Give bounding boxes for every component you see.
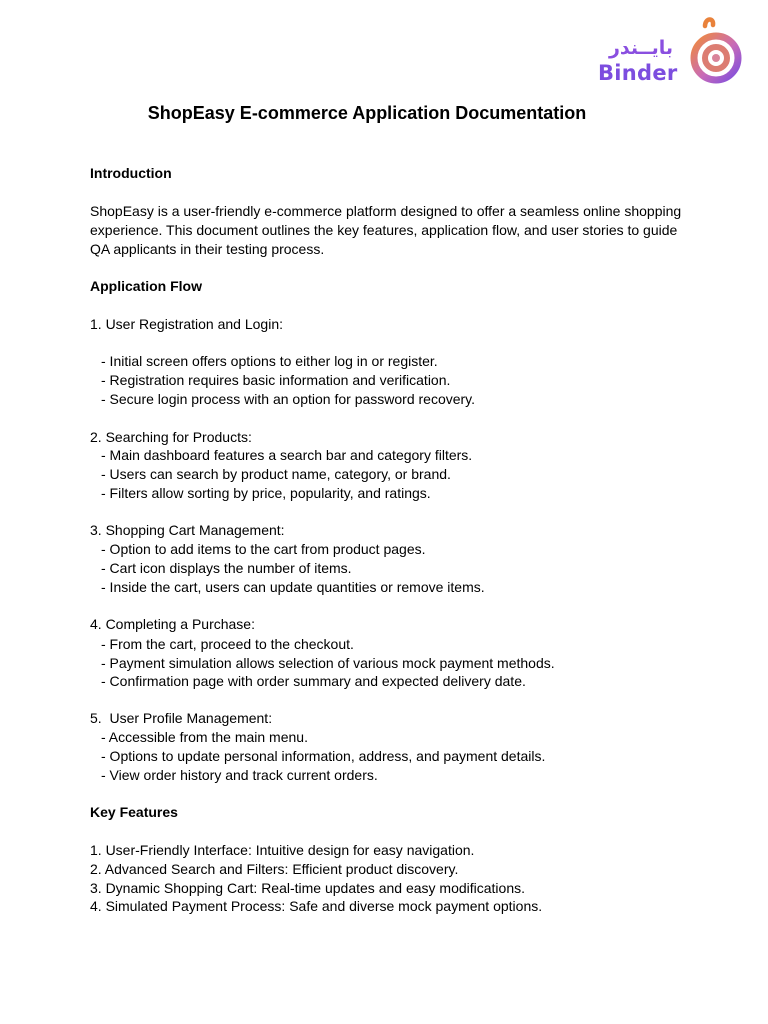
flow-section-item: - Cart icon displays the number of items.	[101, 560, 352, 576]
key-feature-item: 3. Dynamic Shopping Cart: Real-time updates and easy modifications.	[90, 880, 525, 896]
flow-section-item: - Users can search by product name, category, or brand.	[101, 466, 451, 482]
flow-section-title: 4. Completing a Purchase:	[90, 616, 255, 632]
key-feature-item: 2. Advanced Search and Filters: Efficient product discovery.	[90, 861, 459, 877]
flow-section-item: - Secure login process with an option for password recovery.	[101, 391, 476, 407]
document-title: ShopEasy E-commerce Application Documentation	[147, 103, 587, 123]
key-feature-item: 1. User-Friendly Interface: Intuitive design for easy navigation.	[90, 842, 475, 858]
flow-section-item: - View order history and track current orders.	[101, 767, 378, 783]
flow-section-item: - Registration requires basic information and verification.	[101, 372, 451, 388]
application-flow-heading: Application Flow	[90, 278, 202, 294]
flow-section-item: - Payment simulation allows selection of various mock payment methods.	[101, 655, 555, 671]
flow-section-item: - Confirmation page with order summary and expected delivery date.	[101, 673, 526, 689]
key-feature-item: 4. Simulated Payment Process: Safe and diverse mock payment options.	[90, 898, 543, 914]
flow-section-item: - Initial screen offers options to either log in or register.	[101, 353, 438, 369]
flow-section-title: 1. User Registration and Login:	[90, 316, 283, 332]
logo-arabic-text: بايــندر	[608, 37, 674, 59]
flow-section-item: - Options to update personal information, address, and payment details.	[101, 748, 546, 764]
flow-section-title: 3. Shopping Cart Management:	[90, 522, 285, 538]
flow-section-item: - Accessible from the main menu.	[101, 729, 308, 745]
introduction-paragraph-line: ShopEasy is a user-friendly e-commerce platform designed to offer a seamless online shopping	[90, 203, 682, 219]
flow-section-title: 2. Searching for Products:	[90, 429, 252, 445]
flow-section-item: - Option to add items to the cart from product pages.	[101, 541, 426, 557]
binder-logo	[598, 14, 746, 86]
flow-section-item: - Filters allow sorting by price, popularity, and ratings.	[101, 485, 431, 501]
introduction-paragraph-line: experience. This document outlines the key features, application flow, and user stories to guide	[90, 222, 678, 238]
introduction-paragraph-line: QA applicants in their testing process.	[90, 241, 325, 257]
key-features-heading: Key Features	[90, 804, 178, 820]
logo-latin-text: Binder	[598, 61, 678, 85]
flow-section-item: - Inside the cart, users can update quantities or remove items.	[101, 579, 485, 595]
binder-logo-icon	[686, 14, 746, 86]
introduction-heading: Introduction	[90, 165, 172, 181]
flow-section-item: - From the cart, proceed to the checkout.	[101, 636, 354, 652]
flow-section-title: 5. User Profile Management:	[90, 710, 273, 726]
flow-section-item: - Main dashboard features a search bar and category filters.	[101, 447, 473, 463]
